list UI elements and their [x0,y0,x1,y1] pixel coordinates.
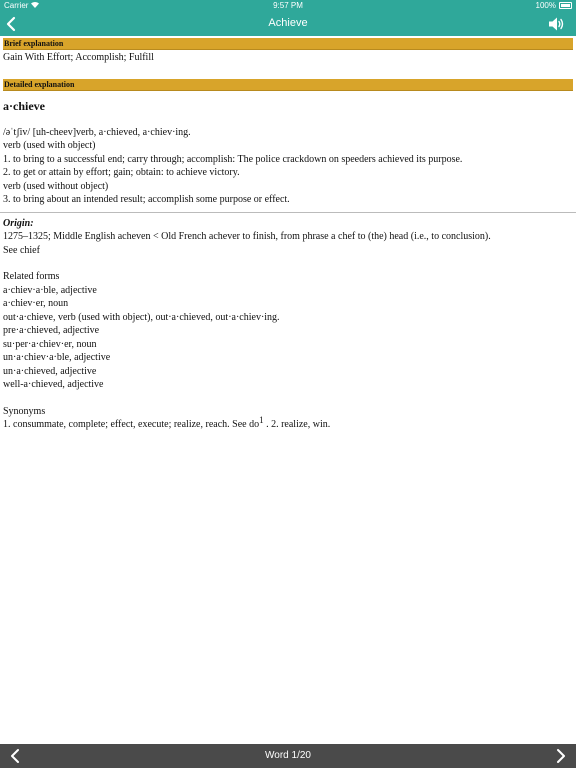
definition-line: 2. to get or attain by effort; gain; obtain: to achieve victory. [3,167,240,178]
definition-line: 3. to bring about an intended result; accomplish some purpose or effect. [3,194,290,205]
next-word-button[interactable] [552,747,568,765]
carrier-label: Carrier [4,1,29,10]
origin-line: 1275–1325; Middle English acheven < Old French achever to finish, from phrase a chef to (the) head (i.e., to conclusion). [3,231,491,242]
brief-text: Gain With Effort; Accomplish; Fulfill [3,52,154,63]
synonyms-title: Synonyms [3,405,46,417]
related-form: su·per·a·chiev·er, noun [3,338,97,350]
related-form: a·chiev·er, noun [3,298,69,309]
pronunciation-line: /əˈtʃiv/ [uh-cheev]verb, a·chieved, a·chiev·ing. [3,126,191,138]
bottom-bar [0,744,576,768]
battery-icon [559,2,572,9]
definition-line: 1. to bring to a successful end; carry through; accomplish: The police crackdown on speeders achieved its purpose. [3,153,463,165]
speaker-button[interactable] [548,16,566,32]
chevron-right-icon [552,747,568,765]
speaker-icon [548,16,566,32]
page-title: Achieve [268,17,308,29]
related-form: un·a·chiev·a·ble, adjective [3,352,111,363]
synonyms-line [3,415,573,432]
word-counter: Word 1/20 [265,750,311,761]
brief-header: Brief explanation [3,38,573,50]
definition-content [3,38,573,432]
definition-line: verb (used with object) [3,140,96,151]
related-form: a·chiev·a·ble, adjective [3,284,97,296]
related-form: out·a·chieve, verb (used with object), out·a·chieved, out·a·chiev·ing. [3,311,280,323]
nav-bar [0,12,576,36]
status-bar [0,0,576,12]
related-form: pre·a·chieved, adjective [3,325,100,336]
related-form: un·a·chieved, adjective [3,365,97,377]
synonyms-text-end: . 2. realize, win. [263,419,331,430]
detailed-header: Detailed explanation [3,79,573,91]
related-form: well-a·chieved, adjective [3,379,104,390]
origin-label: Origin: [3,217,34,229]
headword: a·chieve [3,99,45,113]
related-forms-title: Related forms [3,271,60,282]
definition-line: verb (used without object) [3,180,109,192]
battery-percent: 100% [535,1,556,10]
synonyms-text: 1. consummate, complete; effect, execute; realize, reach. See do [3,419,260,430]
synonyms-superscript: 1 [259,415,264,425]
divider [0,212,576,213]
status-time: 9:57 PM [273,1,303,10]
origin-line: See chief [3,244,40,256]
